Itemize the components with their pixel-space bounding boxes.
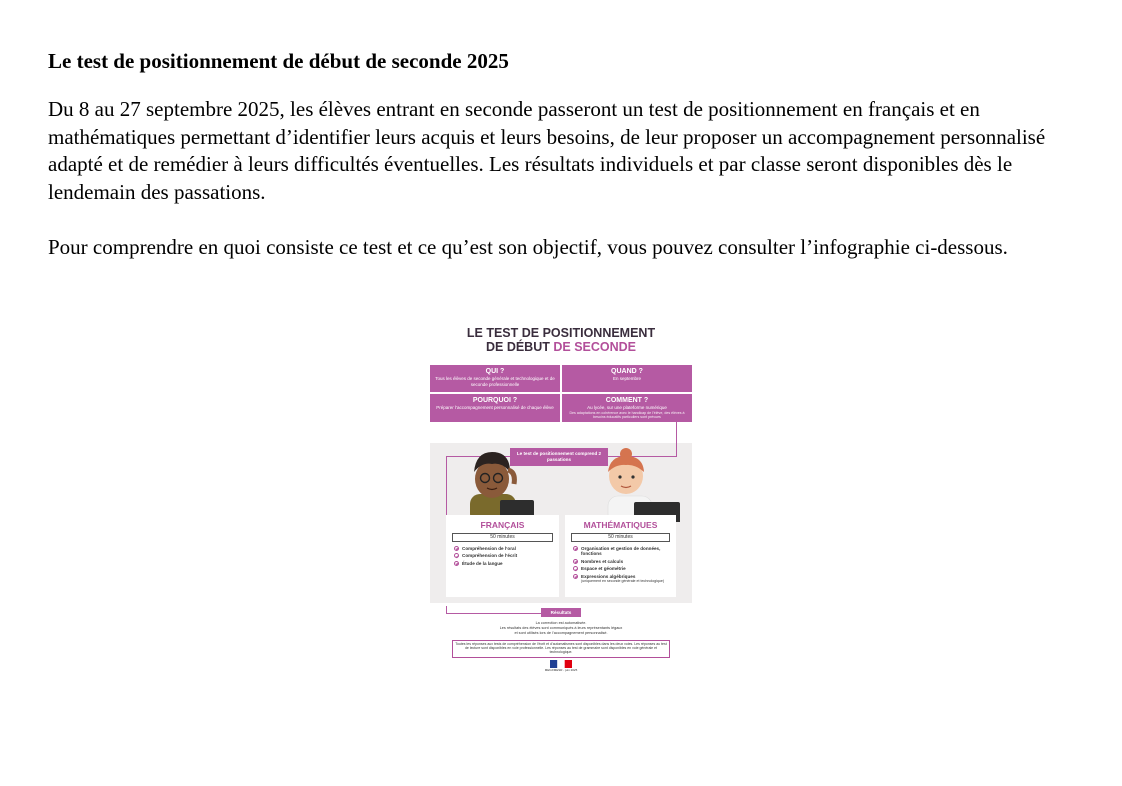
check-icon bbox=[573, 566, 578, 571]
connector-line bbox=[446, 613, 541, 614]
maths-panel bbox=[565, 515, 676, 597]
maths-duration: 50 minutes bbox=[571, 533, 670, 542]
infographic-title-line1: LE TEST DE POSITIONNEMENT bbox=[466, 326, 656, 340]
list-item: Espace et géométrie bbox=[573, 566, 676, 571]
students-illustration bbox=[430, 422, 692, 522]
resultats-line3: et sont utilisés lors de l’accompagnement personnalisé. bbox=[514, 631, 608, 635]
list-item: Compréhension de l’écrit bbox=[454, 553, 559, 558]
quand-text: En septembre bbox=[612, 376, 641, 381]
title-part-b: DE SECONDE bbox=[553, 340, 637, 354]
check-icon bbox=[573, 546, 578, 551]
francais-panel bbox=[446, 515, 559, 597]
check-icon bbox=[573, 574, 578, 579]
resultats-label: Résultats bbox=[541, 608, 581, 617]
quand-heading: QUAND ? bbox=[611, 368, 643, 375]
pourquoi-cell bbox=[430, 394, 560, 422]
title-part-a: DE DÉBUT bbox=[485, 340, 554, 354]
list-item: Organisation et gestion de données, fonctions bbox=[573, 546, 676, 557]
pourquoi-text: Préparer l’accompagnement personnalisé de chaque élève bbox=[436, 405, 554, 410]
maths-items-note: (uniquement en seconde générale et technologique) bbox=[581, 579, 665, 584]
qui-heading: QUI ? bbox=[485, 368, 505, 375]
comment-subtext: Des adaptations en cohérence avec le handicap de l’élève, des élèves à besoins éducatifs particuliers sont prévues bbox=[569, 410, 685, 419]
infographic bbox=[430, 322, 692, 674]
footer-date: MENJ/MESR - juin 2025 bbox=[544, 668, 578, 672]
check-icon bbox=[454, 553, 459, 558]
comment-text: Au lycée, sur une plateforme numérique bbox=[587, 405, 667, 410]
maths-list bbox=[565, 546, 676, 583]
infographic-paragraph: Pour comprendre en quoi consiste ce test et ce qu’est son objectif, vous pouvez consulter l’infographie ci-dessous. bbox=[48, 235, 1008, 259]
document-title: Le test de positionnement de début de seconde 2025 bbox=[48, 49, 509, 73]
passations-banner: Le test de positionnement comprend 2 passations bbox=[510, 448, 608, 466]
francais-list bbox=[446, 546, 559, 566]
intro-paragraph: Du 8 au 27 septembre 2025, les élèves entrant en seconde passeront un test de positionnement en français et en mathématiques permettant d’identifier leurs acquis et leurs besoins, de leur proposer un accompagnement personnalisé adapté et de remédier à leurs difficultés éventuelles. Les résultats individuels et par classe seront disponibles dès le lendemain des passations. bbox=[48, 97, 1046, 204]
francais-duration: 50 minutes bbox=[452, 533, 553, 542]
francais-heading: FRANÇAIS bbox=[480, 520, 525, 530]
quand-cell bbox=[562, 365, 692, 392]
comment-heading: COMMENT ? bbox=[605, 397, 649, 404]
republique-logo bbox=[550, 660, 572, 668]
resultats-line2: Les résultats des élèves sont communiqués à leurs représentants légaux bbox=[499, 626, 623, 630]
resultats-line1: La correction est automatisée. bbox=[535, 621, 587, 625]
list-item: Compréhension de l’oral bbox=[454, 546, 559, 551]
list-item: Nombres et calculs bbox=[573, 559, 676, 564]
list-item: Étude de la langue bbox=[454, 561, 559, 566]
infographic-title-line2 bbox=[430, 340, 692, 354]
check-icon bbox=[573, 559, 578, 564]
list-item: Expressions algébriques (uniquement en seconde générale et technologique) bbox=[573, 574, 676, 584]
pourquoi-heading: POURQUOI ? bbox=[472, 397, 518, 404]
comment-cell bbox=[562, 394, 692, 422]
qui-cell bbox=[430, 365, 560, 392]
check-icon bbox=[454, 546, 459, 551]
maths-heading: MATHÉMATIQUES bbox=[583, 520, 658, 530]
check-icon bbox=[454, 561, 459, 566]
qui-text: Tous les élèves de seconde générale et technologique et de seconde professionnelle bbox=[435, 376, 555, 387]
resultats-note-box: Toutes les réponses aux tests de compréhension de l’écrit et d’automatismes sont disponibles dans les deux voies. Les réponses au test de lecture sont disponibles en voie professionnelle. Les réponses au test de grammaire sont disponibles en voie générale et technologique. bbox=[452, 640, 670, 658]
